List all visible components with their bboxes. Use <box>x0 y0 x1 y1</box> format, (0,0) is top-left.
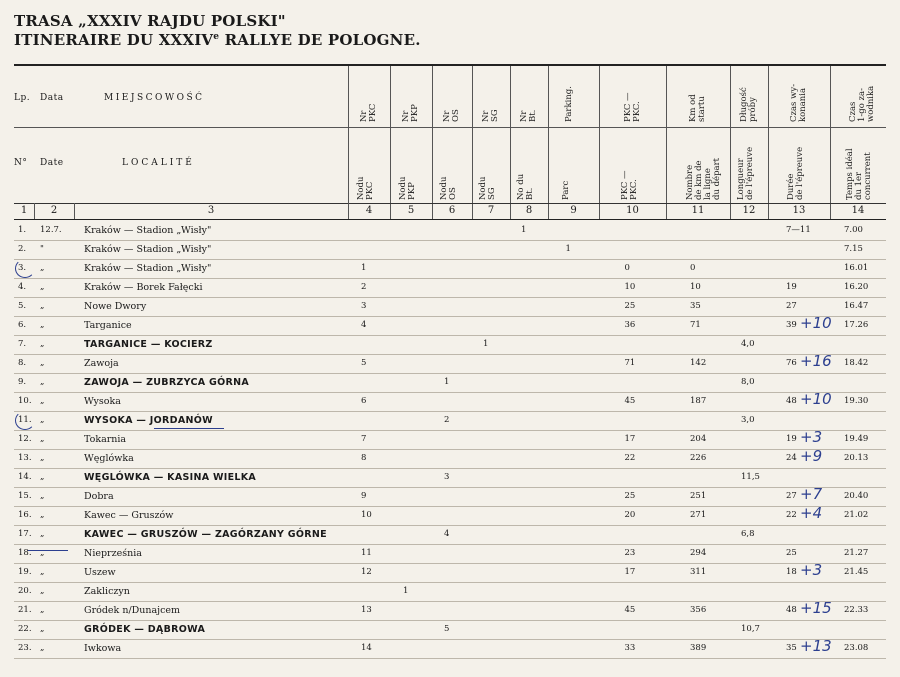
handwritten-note: +9 <box>800 447 823 465</box>
handwritten-note: +10 <box>800 314 832 332</box>
column-divider <box>599 66 600 219</box>
header-no: N° <box>14 158 28 168</box>
table-row <box>14 468 886 488</box>
cell-km: 35 <box>690 301 701 311</box>
row-number: 7. <box>18 339 27 349</box>
row-date: „ <box>40 453 45 463</box>
table-row <box>14 392 886 412</box>
cell-pkc: 8 <box>361 453 367 463</box>
cell-pkcpkc: 25 <box>624 301 636 311</box>
row-place: TARGANICE — KOCIERZ <box>84 339 213 350</box>
row-number: 20. <box>18 586 32 596</box>
table-row <box>14 639 886 659</box>
column-header-pl: Długość próby <box>739 87 758 122</box>
cell-pkc: 11 <box>361 548 372 558</box>
cell-duration: 24 <box>786 453 797 463</box>
handwritten-note: +16 <box>800 352 832 370</box>
row-place: Węglówka <box>84 453 134 464</box>
row-place: Zakliczyn <box>84 586 130 597</box>
cell-ideal-time: 22.33 <box>844 605 869 615</box>
cell-pkcpkc: 20 <box>624 510 636 520</box>
column-number: 5 <box>407 205 415 216</box>
column-header-fr: Nodu PKC <box>356 176 375 200</box>
cell-duration: 18 <box>786 567 797 577</box>
column-divider <box>510 66 511 219</box>
cell-km: 294 <box>690 548 707 558</box>
cell-len: 10,7 <box>741 624 760 634</box>
cell-pkc: 6 <box>361 396 367 406</box>
cell-len: 11,5 <box>741 472 760 482</box>
row-place: Zawoja <box>84 358 119 369</box>
row-date: „ <box>40 510 45 520</box>
column-number: 7 <box>487 205 495 216</box>
table-row <box>14 525 886 545</box>
cell-len: 8,0 <box>741 377 755 387</box>
row-place: Targanice <box>84 320 132 331</box>
cell-km: 142 <box>690 358 707 368</box>
cell-duration: 25 <box>786 548 797 558</box>
row-number: 21. <box>18 605 32 615</box>
table-row <box>14 430 886 450</box>
row-number: 6. <box>18 320 27 330</box>
cell-km: 271 <box>690 510 707 520</box>
cell-pkcpkc: 45 <box>624 396 636 406</box>
cell-km: 389 <box>690 643 707 653</box>
cell-ideal-time: 19.30 <box>844 396 869 406</box>
cell-duration: 48 <box>786 605 797 615</box>
cell-pkc: 3 <box>361 301 367 311</box>
column-header-fr: Durée de l'épreuve <box>786 146 805 200</box>
cell-duration: 19 <box>786 282 797 292</box>
column-number: 1 <box>20 205 28 216</box>
title-french-main: ITINERAIRE DU XXXIV <box>14 31 214 49</box>
row-number: 22. <box>18 624 32 634</box>
cell-pkc: 10 <box>361 510 372 520</box>
table-row <box>14 316 886 336</box>
row-date: „ <box>40 643 45 653</box>
row-place: ZAWOJA — ZUBRZYCA GÓRNA <box>84 377 249 388</box>
cell-km: 356 <box>690 605 707 615</box>
title-french-end: RALLYE DE POLOGNE. <box>219 31 421 49</box>
cell-pkc: 13 <box>361 605 372 615</box>
row-number: 13. <box>18 453 32 463</box>
cell-ideal-time: 16.01 <box>844 263 869 273</box>
column-header-fr: Parc <box>560 180 571 200</box>
column-divider <box>548 66 549 219</box>
cell-pkcpkc: 23 <box>624 548 636 558</box>
table-row <box>14 259 886 279</box>
cell-pkcpkc: 0 <box>624 263 630 273</box>
number-row-top <box>14 203 886 204</box>
row-place: Tokarnia <box>84 434 127 445</box>
cell-ideal-time: 23.08 <box>844 643 869 653</box>
row-place: Dobra <box>84 491 114 502</box>
row-place: Nieprześnia <box>84 548 142 559</box>
pen-circle-mark <box>15 259 35 278</box>
column-divider <box>830 66 831 219</box>
column-header-pl: Nr Bt. <box>519 109 538 122</box>
row-place: Kawec — Gruszów <box>84 510 174 521</box>
column-header-pl: PKC — PKC. <box>622 92 642 122</box>
cell-parc: 1 <box>565 244 571 254</box>
row-number: 19. <box>18 567 32 577</box>
column-header-fr: PKC — PKC. <box>619 170 639 200</box>
column-number: 3 <box>207 205 215 216</box>
cell-ideal-time: 21.02 <box>844 510 869 520</box>
handwritten-note: +3 <box>800 561 823 579</box>
header-localite: LOCALITÉ <box>122 158 195 168</box>
cell-pkc: 2 <box>361 282 367 292</box>
column-header-pl: Km od startu <box>688 94 707 122</box>
row-date: „ <box>40 567 45 577</box>
title-french <box>14 31 421 49</box>
row-date: „ <box>40 529 45 539</box>
row-date: „ <box>40 263 45 273</box>
table-row <box>14 221 886 241</box>
row-number: 5. <box>18 301 27 311</box>
row-date: „ <box>40 586 45 596</box>
cell-km: 311 <box>690 567 707 577</box>
header-miejscowosc: MIEJSCOWOŚĆ <box>104 93 205 103</box>
row-number: 12. <box>18 434 32 444</box>
row-date: „ <box>40 605 45 615</box>
cell-ideal-time: 21.27 <box>844 548 869 558</box>
cell-pkcpkc: 17 <box>624 567 636 577</box>
cell-ideal-time: 16.20 <box>844 282 869 292</box>
handwritten-note: +13 <box>800 637 832 655</box>
column-header-pl: Nr PKP <box>401 104 420 122</box>
column-header-fr: Nodu PKP <box>398 176 417 200</box>
table-row <box>14 544 886 564</box>
cell-duration: 27 <box>786 491 797 501</box>
row-date: „ <box>40 377 45 387</box>
cell-pkcpkc: 17 <box>624 434 636 444</box>
column-header-fr: Nodu OS <box>439 176 458 200</box>
row-place: WĘGLÓWKA — KASINA WIELKA <box>84 472 257 483</box>
handwritten-note: +15 <box>800 599 832 617</box>
cell-km: 187 <box>690 396 707 406</box>
table-row <box>14 335 886 355</box>
row-number: 1. <box>18 225 27 235</box>
cell-pkc: 7 <box>361 434 367 444</box>
cell-duration: 19 <box>786 434 797 444</box>
row-number: 4. <box>18 282 27 292</box>
column-header-pl: Czas 1-go za- wodnika <box>848 85 876 122</box>
cell-km: 226 <box>690 453 707 463</box>
row-date: „ <box>40 472 45 482</box>
header-data: Data <box>40 93 64 103</box>
row-number: 17. <box>18 529 32 539</box>
row-place: Kraków — Borek Fałęcki <box>84 282 203 293</box>
column-number: 4 <box>365 205 373 216</box>
row-place: Nowe Dwory <box>84 301 147 312</box>
row-date: „ <box>40 624 45 634</box>
table-row <box>14 373 886 393</box>
cell-pkc: 14 <box>361 643 372 653</box>
cell-pkcpkc: 71 <box>624 358 636 368</box>
cell-len: 6,8 <box>741 529 755 539</box>
cell-os: 5 <box>444 624 450 634</box>
row-number: 11. <box>18 415 32 425</box>
cell-pkc: 9 <box>361 491 367 501</box>
cell-duration: 76 <box>786 358 797 368</box>
column-divider <box>390 66 391 219</box>
row-place: Wysoka <box>84 396 121 407</box>
column-number: 6 <box>448 205 456 216</box>
cell-pkcpkc: 25 <box>624 491 636 501</box>
row-date: „ <box>40 301 45 311</box>
cell-ideal-time: 18.42 <box>844 358 869 368</box>
row-number: 14. <box>18 472 32 482</box>
cell-pkc: 12 <box>361 567 372 577</box>
column-divider <box>432 66 433 219</box>
row-place: Iwkowa <box>84 643 122 654</box>
row-date: 12.7. <box>40 225 62 235</box>
row-place: Kraków — Stadion „Wisły" <box>84 225 212 236</box>
row-date: „ <box>40 548 45 558</box>
cell-km: 204 <box>690 434 707 444</box>
cell-sg: 1 <box>483 339 489 349</box>
title-french-sup: e <box>213 32 220 42</box>
cell-len: 4,0 <box>741 339 755 349</box>
cell-km: 0 <box>690 263 696 273</box>
cell-pkc: 4 <box>361 320 367 330</box>
cell-km: 10 <box>690 282 701 292</box>
column-divider <box>730 66 731 219</box>
column-number: 12 <box>742 205 756 216</box>
row-number: 10. <box>18 396 32 406</box>
cell-os: 3 <box>444 472 450 482</box>
cell-ideal-time: 20.40 <box>844 491 869 501</box>
cell-pkc: 5 <box>361 358 367 368</box>
table-row <box>14 620 886 640</box>
column-divider <box>472 66 473 219</box>
row-date: „ <box>40 320 45 330</box>
row-place: GRÓDEK — DĄBROWA <box>84 624 206 635</box>
cell-len: 3,0 <box>741 415 755 425</box>
column-header-fr: Longueur de l'épreuve <box>736 146 755 200</box>
table-row <box>14 278 886 298</box>
number-row-bottom <box>14 219 886 220</box>
column-number: 10 <box>626 205 639 216</box>
cell-km: 71 <box>690 320 701 330</box>
header-date: Date <box>40 158 64 168</box>
row-number: 18. <box>18 548 32 558</box>
row-number: 3. <box>18 263 27 273</box>
cell-km: 251 <box>690 491 707 501</box>
pen-underline <box>154 428 224 429</box>
cell-duration: 39 <box>786 320 797 330</box>
cell-ideal-time: 19.49 <box>844 434 869 444</box>
cell-pkp: 1 <box>403 586 409 596</box>
column-header-fr: Temps idéal du 1er concurrent <box>845 148 873 200</box>
row-number: 16. <box>18 510 32 520</box>
cell-pkc: 1 <box>361 263 367 273</box>
row-date: „ <box>40 415 45 425</box>
cell-pkcpkc: 33 <box>624 643 636 653</box>
cell-pkcpkc: 10 <box>624 282 636 292</box>
column-number: 8 <box>525 205 533 216</box>
pen-circle-mark <box>15 411 35 430</box>
row-number: 2. <box>18 244 27 254</box>
cell-ideal-time: 7.15 <box>844 244 863 254</box>
handwritten-note: +4 <box>800 504 823 522</box>
title-polish: TRASA „XXXIV RAJDU POLSKI" <box>14 12 286 30</box>
handwritten-note: +7 <box>800 485 823 503</box>
table-row <box>14 240 886 260</box>
row-number: 9. <box>18 377 27 387</box>
row-date: „ <box>40 434 45 444</box>
column-divider <box>348 66 349 219</box>
row-place: Kraków — Stadion „Wisły" <box>84 244 212 255</box>
column-number: 14 <box>851 205 865 216</box>
column-header-fr: Nombre de km de la ligne du départ <box>685 157 722 200</box>
column-divider <box>768 66 769 219</box>
table-row <box>14 449 886 469</box>
column-number: 11 <box>691 205 705 216</box>
column-number: 9 <box>570 205 577 216</box>
handwritten-note: +3 <box>800 428 823 446</box>
cell-bt: 1 <box>521 225 527 235</box>
row-number: 8. <box>18 358 27 368</box>
handwritten-note: +10 <box>800 390 832 408</box>
cell-os: 2 <box>444 415 450 425</box>
cell-ideal-time: 17.26 <box>844 320 869 330</box>
column-header-pl: Nr SG <box>481 109 500 122</box>
row-date: „ <box>40 282 45 292</box>
cell-ideal-time: 16.47 <box>844 301 869 311</box>
column-header-fr: No du Bt. <box>516 173 535 200</box>
header-lp: Lp. <box>14 93 31 103</box>
column-divider <box>666 66 667 219</box>
cell-ideal-time: 21.45 <box>844 567 869 577</box>
cell-duration: 7—11 <box>786 225 811 235</box>
row-place: Uszew <box>84 567 116 578</box>
table-row <box>14 411 886 431</box>
row-place: Kraków — Stadion „Wisły" <box>84 263 212 274</box>
row-date: " <box>40 244 44 254</box>
cell-ideal-time: 7.00 <box>844 225 863 235</box>
column-number: 2 <box>50 205 58 216</box>
cell-duration: 22 <box>786 510 797 520</box>
table-row <box>14 297 886 317</box>
column-header-fr: Nodu SG <box>478 176 497 200</box>
table-row <box>14 354 886 374</box>
cell-pkcpkc: 22 <box>624 453 636 463</box>
table-row <box>14 582 886 602</box>
column-number: 13 <box>792 205 806 216</box>
header-divider <box>14 127 886 128</box>
cell-ideal-time: 20.13 <box>844 453 869 463</box>
cell-os: 1 <box>444 377 450 387</box>
cell-pkcpkc: 36 <box>624 320 636 330</box>
cell-duration: 27 <box>786 301 797 311</box>
column-header-pl: Parking. <box>563 86 574 122</box>
row-number: 23. <box>18 643 32 653</box>
column-header-pl: Czas wy- konania <box>789 83 808 122</box>
cell-pkcpkc: 45 <box>624 605 636 615</box>
row-date: „ <box>40 396 45 406</box>
column-header-pl: Nr PKC <box>359 103 378 122</box>
table-row <box>14 506 886 526</box>
table-row <box>14 487 886 507</box>
row-place: KAWEC — GRUSZÓW — ZAGÓRZANY GÓRNE <box>84 529 327 540</box>
row-place: Gródek n/Dunajcem <box>84 605 181 616</box>
cell-os: 4 <box>444 529 450 539</box>
row-date: „ <box>40 339 45 349</box>
column-header-pl: Nr OS <box>442 109 461 122</box>
cell-duration: 35 <box>786 643 797 653</box>
cell-duration: 48 <box>786 396 797 406</box>
row-date: „ <box>40 358 45 368</box>
row-place: WYSOKA — JORDANÓW <box>84 415 213 426</box>
table-row <box>14 601 886 621</box>
row-number: 15. <box>18 491 32 501</box>
pen-dash <box>28 550 68 551</box>
row-date: „ <box>40 491 45 501</box>
table-row <box>14 563 886 583</box>
